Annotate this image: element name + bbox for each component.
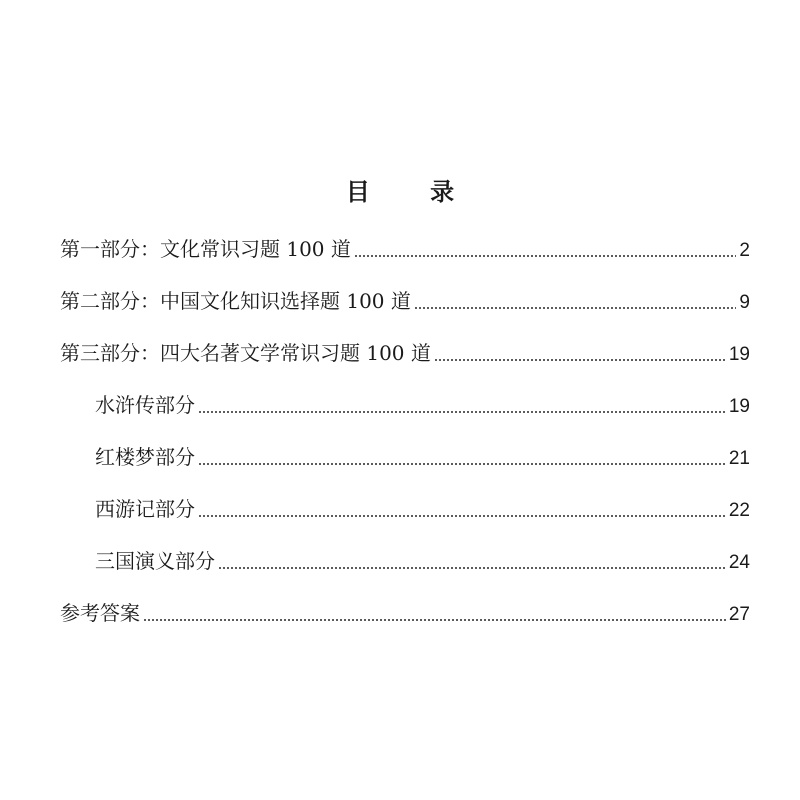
toc-entry[interactable] — [95, 496, 750, 524]
toc-entry[interactable] — [95, 444, 750, 472]
toc-title: 目 录 — [345, 177, 481, 206]
toc-entry-label: 水浒传部分 — [95, 393, 195, 417]
toc-entry-label: 第二部分：中国文化知识选择题 100 道 — [60, 289, 411, 313]
toc-entry[interactable] — [95, 392, 750, 420]
dot-leader — [218, 566, 726, 570]
dot-leader — [434, 358, 726, 362]
toc-entry-label: 三国演义部分 — [95, 549, 215, 573]
toc-entry[interactable] — [60, 600, 750, 628]
toc-entry-page: 19 — [728, 344, 750, 365]
dot-leader — [143, 618, 726, 622]
toc-entry-page: 21 — [728, 448, 750, 469]
toc-entry[interactable] — [95, 548, 750, 576]
toc-entry-page: 27 — [728, 604, 750, 625]
toc-entry-page: 22 — [728, 500, 750, 521]
toc-entry-label: 红楼梦部分 — [95, 445, 195, 469]
toc-entry[interactable] — [60, 236, 750, 264]
toc-entry-label: 第三部分：四大名著文学常识习题 100 道 — [60, 341, 431, 365]
toc-entry-label: 参考答案 — [60, 601, 140, 625]
dot-leader — [198, 410, 726, 414]
dot-leader — [198, 462, 726, 466]
dot-leader — [414, 306, 737, 310]
toc-entry-page: 24 — [728, 552, 750, 573]
dot-leader — [354, 254, 737, 258]
dot-leader — [198, 514, 726, 518]
toc-entry-label: 西游记部分 — [95, 497, 195, 521]
toc-entry-page: 9 — [739, 292, 750, 313]
toc-entry-label: 第一部分：文化常识习题 100 道 — [60, 237, 351, 261]
toc-entry[interactable] — [60, 288, 750, 316]
toc-entry-page: 2 — [739, 240, 750, 261]
toc-entry-page: 19 — [728, 396, 750, 417]
toc-entry[interactable] — [60, 340, 750, 368]
